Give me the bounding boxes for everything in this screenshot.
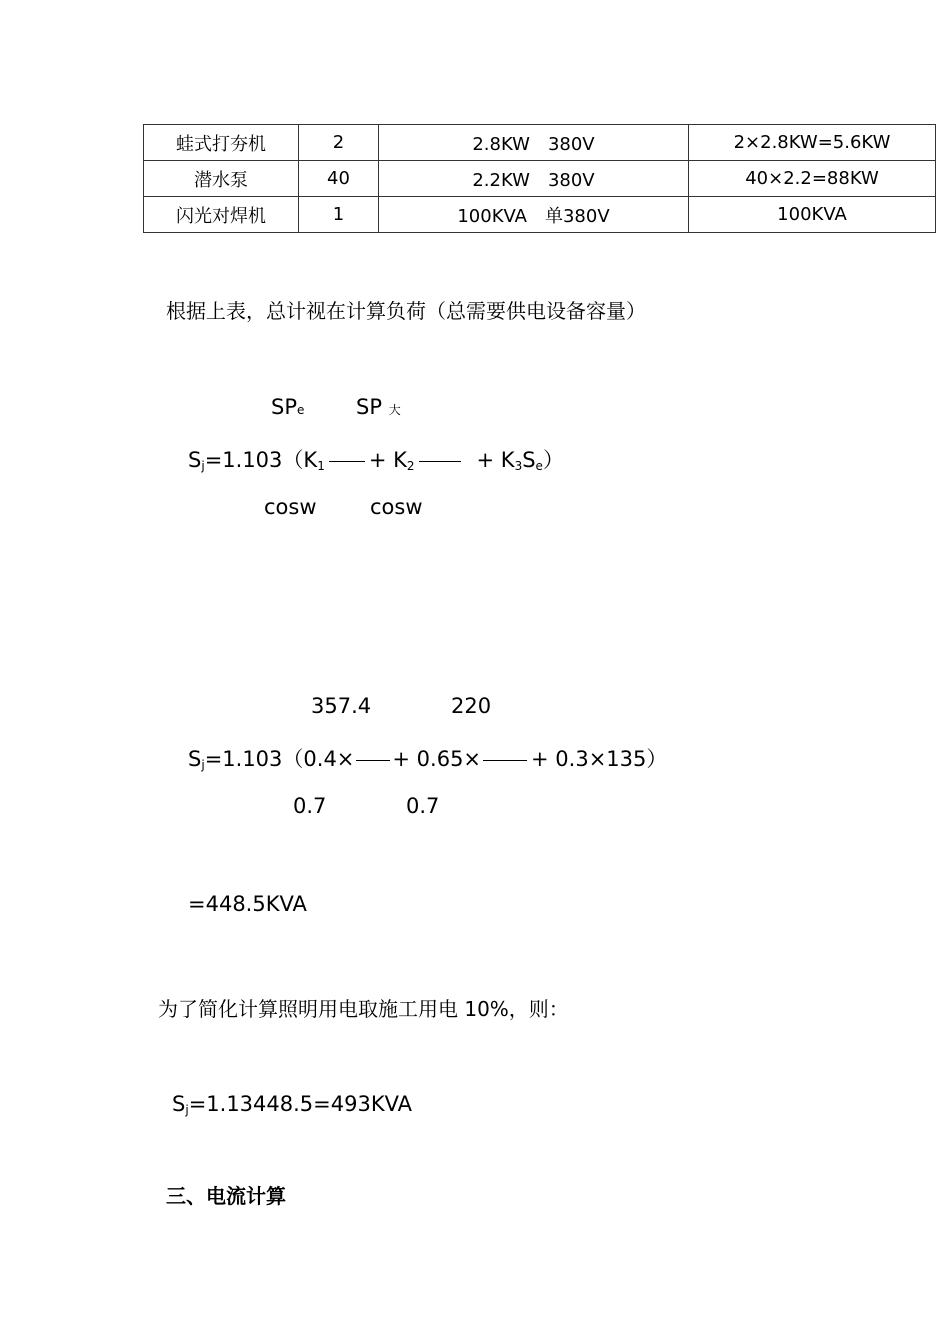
table-row — [144, 197, 936, 233]
formula3-line: $S_j=1.13448.5=493KVA$ — [172, 1092, 412, 1117]
table-row — [144, 161, 936, 197]
table-row — [144, 125, 936, 161]
formula2-denominator-1: 0.7 — [293, 794, 327, 818]
equipment-spec: 2.2KW 380V — [379, 161, 689, 197]
formula2-main-line: $S_j=1.103(0.4\times + 0.65\times + 0.3\times 135)$ — [188, 747, 668, 772]
formula1-denominator-1: cosw — [264, 495, 317, 519]
fraction-bar — [419, 461, 461, 462]
formula1-denominator-2: cosw — [370, 495, 423, 519]
section-heading: 三、电流计算 — [166, 1184, 286, 1208]
formula2-denominator-2: 0.7 — [406, 794, 440, 818]
fraction-bar — [356, 760, 390, 761]
fraction-bar — [329, 461, 365, 462]
equipment-name: 闪光对焊机 — [144, 197, 299, 233]
formula1-numerator-1: SPe — [271, 395, 305, 419]
equipment-name: 潜水泵 — [144, 161, 299, 197]
formula2-numerator-2: 220 — [451, 694, 492, 718]
formula2-numerator-1: 357.4 — [311, 694, 372, 718]
result-kva: =448.5KVA — [188, 892, 307, 916]
intro-paragraph: 根据上表，总计视在计算负荷（总需要供电设备容量） — [166, 299, 646, 323]
equipment-total: 2×2.8KW=5.6KW — [689, 125, 936, 161]
equipment-qty: 2 — [299, 125, 379, 161]
equipment-name: 蛙式打夯机 — [144, 125, 299, 161]
equipment-total: 40×2.2=88KW — [689, 161, 936, 197]
equipment-qty: 1 — [299, 197, 379, 233]
equipment-total: 100KVA — [689, 197, 936, 233]
formula1-numerator-2: SP 大 — [356, 395, 401, 419]
equipment-spec: 100KVA 单380V — [379, 197, 689, 233]
fraction-bar — [483, 760, 527, 761]
equipment-spec: 2.8KW 380V — [379, 125, 689, 161]
formula1-main-line: $S_j=1.103(K_1 + K_2 + K_3S_e)$ — [188, 448, 564, 473]
lighting-paragraph: 为了简化计算照明用电取施工用电 10%，则： — [158, 997, 569, 1021]
equipment-qty: 40 — [299, 161, 379, 197]
equipment-table — [143, 124, 936, 233]
